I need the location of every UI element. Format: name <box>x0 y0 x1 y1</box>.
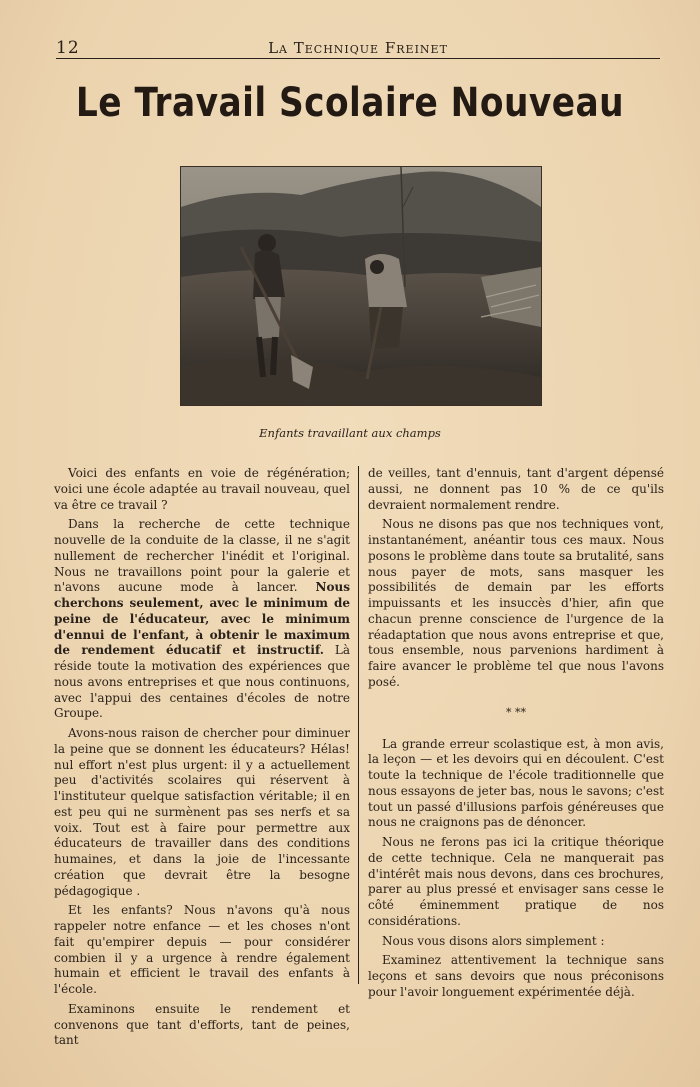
paragraph: Avons-nous raison de chercher pour diminuer la peine que se donnent les éducateurs? Hélas! nul effort n'est plus urgent: il y a actuellement peu d'activités scolaires qui réservent à l'instituteur quelque satisfaction véritable; il en est peu qui ne surmènent pas ses nerfs et sa voix. Tout est à faire pour permettre aux éducateurs de travailler dans des conditions humaines, et dans la joie de l'incessante création que devrait être la besogne pédagogique . <box>54 726 350 898</box>
left-column <box>54 466 350 1053</box>
right-column <box>368 466 664 1005</box>
paragraph: Nous ne ferons pas ici la critique théorique de cette technique. Cela ne manquerait pas d'intérêt mais nous devons, dans ces brochures, parer au plus pressé et envisager sans cesse le côté éminemment pratique de nos considérations. <box>368 835 664 928</box>
paragraph: Examinons ensuite le rendement et convenons que tant d'efforts, tant de peines, tant <box>54 1001 350 1048</box>
photo-caption: Enfants travaillant aux champs <box>259 426 441 440</box>
running-header <box>56 38 660 60</box>
photo-children-working-fields <box>180 166 542 406</box>
paragraph: Et les enfants? Nous n'avons qu'à nous rappeler notre enfance — et les choses n'ont fait qu'empirer depuis — pour considérer combien il y a urgence à rendre également humain et efficient le travail des enfants à l'école. <box>54 903 350 996</box>
emphasis-text: Nous cherchons seulement, avec le minimum de peine de l'éducateur, avec le minimum d'ennui de l'enfant, à obtenir le maximum de rendement éducatif et instructif. <box>54 580 350 658</box>
page-number: 12 <box>56 38 80 58</box>
article-title: Le Travail Scolaire Nouveau <box>75 80 625 126</box>
running-title: La Technique Freinet <box>268 39 448 57</box>
paragraph: Voici des enfants en voie de régénération; voici une école adaptée au travail nouveau, quel va être ce travail ? <box>54 466 350 512</box>
paragraph: Examinez attentivement la technique sans leçons et sans devoirs que nous préconisons pour l'avoir longuement expérimentée déjà. <box>368 953 664 999</box>
asterism: * ** <box>506 705 526 719</box>
paragraph: de veilles, tant d'ennuis, tant d'argent dépensé aussi, ne donnent pas 10 % de ce qu'ils devraient normalement rendre. <box>368 466 664 512</box>
paragraph: Dans la recherche de cette technique nouvelle de la conduite de la classe, il ne s'agit nullement de rechercher l'inédit et l'original. Nous ne travaillons point pour la galerie et n'avons aucune mode à lancer. Nous cherchons seulement, avec le minimum de peine de l'éducateur, avec le minimum d'ennui de l'enfant, à obtenir le maximum de rendement éducatif et instructif. Là réside toute la motivation des expériences que nous avons entreprises et que nous continuons, avec l'appui des centaines d'écoles de notre Groupe. <box>54 517 350 721</box>
paragraph: Nous vous disons alors simplement : <box>382 933 605 948</box>
paragraph: La grande erreur scolastique est, à mon avis, la leçon — et les devoirs qui en découlent. C'est toute la technique de l'école traditionnelle que nous essayons de jeter bas, nous le savons; c'est tout un passé d'illusions parfois généreuses que nous ne craignons pas de dénoncer. <box>368 736 664 830</box>
column-divider <box>358 466 359 984</box>
header-rule <box>56 58 660 59</box>
paragraph: Nous ne disons pas que nos techniques vont, instantanément, anéantir tous ces maux. Nous posons le problème dans toute sa brutalité, sans nous payer de mots, sans masquer les possibilités de demain par les efforts impuissants et les insuccès d'hier, afin que chacun prenne conscience de l'urgence de la réadaptation que nous avons entreprise et que, tous ensemble, nous parvenions hardiment à faire avancer le problème tel que nous l'avons posé. <box>368 517 664 689</box>
